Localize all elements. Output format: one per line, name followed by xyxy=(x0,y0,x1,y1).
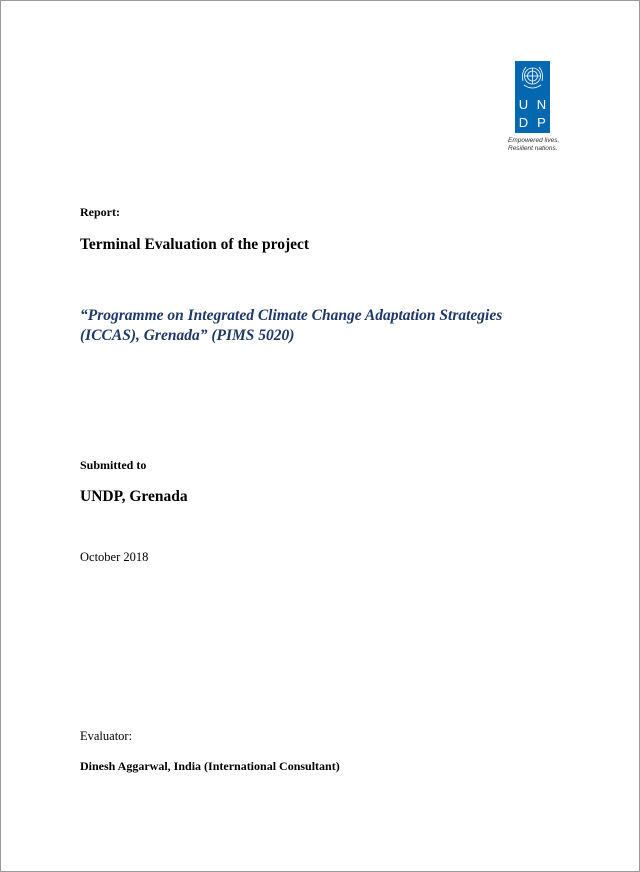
report-date: October 2018 xyxy=(80,550,149,564)
logo-letter-n: N xyxy=(536,97,547,112)
evaluator-name: Dinesh Aggarwal, India (International Consultant) xyxy=(80,759,340,773)
undp-logo-box xyxy=(515,61,550,133)
logo-letter-u: U xyxy=(518,97,529,112)
evaluator-label: Evaluator: xyxy=(80,729,133,743)
submitted-to: UNDP, Grenada xyxy=(80,488,188,505)
logo-tagline-line1: Empowered lives. xyxy=(508,137,560,144)
submitted-label: Submitted to xyxy=(80,458,147,472)
project-title xyxy=(80,306,560,346)
un-emblem-icon xyxy=(515,61,550,95)
logo-letter-p: P xyxy=(537,115,546,130)
project-title-line1: “Programme on Integrated Climate Change Adaptation Strategies xyxy=(80,307,503,324)
logo-letter-d: D xyxy=(518,115,529,130)
undp-logo xyxy=(507,61,559,153)
project-title-line2: (ICCAS), Grenada” (PIMS 5020) xyxy=(80,327,295,344)
logo-tagline-line2: Resilient nations. xyxy=(508,145,558,152)
logo-tagline xyxy=(508,137,559,153)
report-label: Report: xyxy=(80,205,120,219)
report-heading: Terminal Evaluation of the project xyxy=(80,236,310,253)
